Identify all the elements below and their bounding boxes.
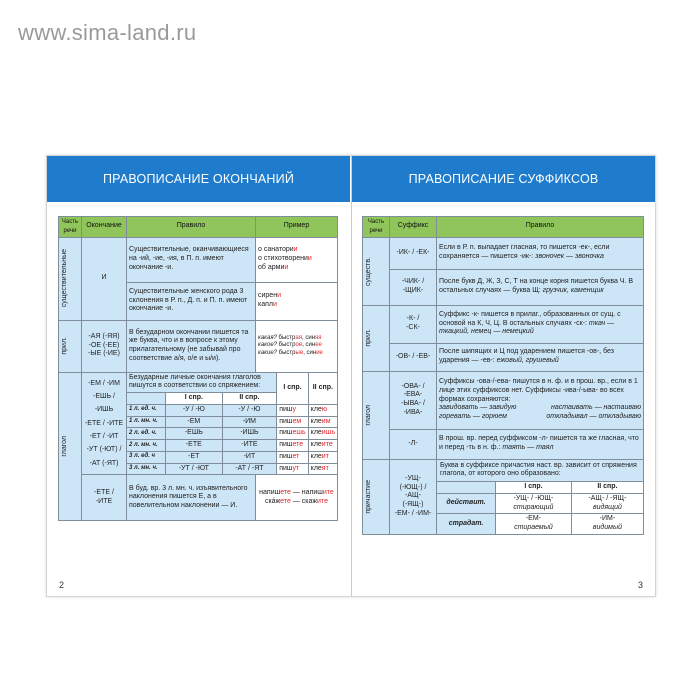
noun-example-2: сирени капли (256, 282, 338, 320)
adj-examples: какая? быстрая, синяя какое? быстрое, синее какие? быстрые, синие (256, 320, 338, 372)
noun-suffix-1: -ИК- / -ЕК- (390, 237, 437, 269)
header-example: Пример (256, 217, 338, 238)
left-page-number: 2 (59, 580, 65, 590)
verb-rule-1: Суффиксы -ова-/-ева- пишутся в н. ф. и в прош. вр., если в 1 лице этих суффиксов нет. Суффиксы -ива-/-ыва- во всех формах сохраняются: завидовать — завидую настаивать — настаиваю горевать — горюем откладывал — откладываю (437, 371, 644, 429)
verb-example-2: напишете — напишите скáжете — скажите (256, 475, 338, 521)
conjugation-table (127, 373, 337, 475)
header-pos: Часть речи (363, 217, 390, 238)
noun-rule-1: Существительные, оканчивающиеся на -ий, -ие, -ия, в П. п. имеют окончание -и. (127, 237, 256, 282)
verb-pos: глагол (365, 404, 372, 426)
adj-suffix-2: -ОВ- / -ЕВ- (390, 343, 437, 371)
verb-pos: глагол (61, 436, 68, 457)
adj-rule-1: Суффикс -к- пишется в прилаг., образованных от сущ. с основой на К, Ч, Ц. В остальных случаях -ск-: ткач — ткацкий, немец — немецкий (437, 305, 644, 343)
adj-rule: В безударном окончании пишется та же буква, что и в вопросе к этому прилагательному (не забывай про соответствие а/я, о/е и ы/и). (127, 320, 256, 372)
noun-rule-1: Если в Р. п. выпадает гласная, то пишется -ек-, если сохраняется — пишется -ик-: звоночек — звоночка (437, 237, 644, 269)
adj-suffix-1: -К- / -СК- (390, 305, 437, 343)
left-page (47, 156, 350, 596)
header-suffix: Суффикс (390, 217, 437, 238)
noun-ending: И (82, 237, 127, 320)
verb-pos-cell (363, 371, 390, 459)
noun-suffix-2: -ЧИК- / -ЩИК- (390, 269, 437, 305)
noun-example-1: о санатории о стихотворении об армии (256, 237, 338, 282)
header-rule: Правило (127, 217, 256, 238)
book-spread (46, 155, 656, 597)
header-ending: Окончание (82, 217, 127, 238)
conj2-header: II спр. (222, 393, 277, 405)
example-conj2-header: II спр. (308, 373, 337, 405)
noun-pos-cell (363, 237, 390, 305)
header-pos: Часть речи (59, 217, 82, 238)
participle-pos: причастие (365, 479, 372, 514)
adj-pos-cell (363, 305, 390, 371)
noun-pos: существ. (365, 256, 372, 286)
endings-table (58, 216, 338, 521)
verb-rule-2: В прош. вр. перед суффиксом -л- пишется та же гласная, что и перед -ть в н. ф.: таять — таял (437, 429, 644, 459)
conj-row: 1 л. мн. ч. -ЕМ -ИМ пишем клеим (127, 416, 337, 428)
right-page-number: 3 (637, 580, 643, 590)
left-page-title: ПРАВОПИСАНИЕ ОКОНЧАНИЙ (47, 156, 350, 202)
conj-row: 3 л. мн. ч. -УТ / -ЮТ -АТ / -ЯТ пишут клеят (127, 463, 337, 474)
participle-table: I спр. II спр. действит. -УЩ- / -ЮЩ- стирающий -АЩ- / -ЯЩ- видящий страдат. -ЕМ- стираемый -ИМ- видимый (437, 481, 643, 534)
adj-pos: прил. (365, 329, 372, 347)
verb-suffix-2: -Л- (390, 429, 437, 459)
verb-rule-2: В буд. вр. 3 л. мн. ч. изъявительного наклонения пишется Е, а в повелительном наклонении — И. (127, 475, 256, 521)
conj-row: 1 л. ед. ч. -У / -Ю -У / -Ю пишу клею (127, 404, 337, 416)
right-page (351, 156, 655, 596)
right-page-title: ПРАВОПИСАНИЕ СУФФИКСОВ (352, 156, 655, 202)
verb-pos-cell (59, 372, 82, 521)
example-conj1-header: I спр. (277, 373, 308, 405)
verb-suffix-1: -ОВА- / -ЕВА- -ЫВА- / -ИВА- (390, 371, 437, 429)
verb-ending-2: -ЕТЕ / -ИТЕ (82, 475, 127, 521)
verb-rule: Безударные личные окончания глаголов пишутся в соответствии со спряжением: (127, 373, 277, 393)
adj-rule-2: После шипящих и Ц под ударением пишется -ов-, без ударения — -ев-: ежовый, грушевый (437, 343, 644, 371)
suffixes-table (362, 216, 644, 535)
verb-endings: -ЕМ / -ИМ -ЕШЬ / -ИШЬ -ЕТЕ / -ИТЕ -ЕТ / -ИТ -УТ (-ЮТ) / -АТ (-ЯТ) (82, 372, 127, 475)
noun-rule-2: После букв Д, Ж, З, С, Т на конце корня пишется буква Ч. В остальных случаях — буква Щ: грузчик, каменщик (437, 269, 644, 305)
adj-pos: прил. (61, 337, 68, 355)
header-rule: Правило (437, 217, 644, 238)
adj-pos-cell (59, 320, 82, 372)
watermark: www.sima-land.ru (18, 20, 197, 45)
noun-pos: существительные (61, 249, 68, 308)
participle-pos-cell (363, 459, 390, 534)
participle-suffixes: -УЩ- (-ЮЩ-) / -АЩ- (-ЯЩ-) -ЕМ- / -ИМ- (390, 459, 437, 534)
participle-rule-cell (437, 459, 644, 534)
noun-pos-cell (59, 237, 82, 320)
conj-row: 3 л. ед. ч -ЕТ -ИТ пишет клеит (127, 451, 337, 463)
verb-rule-cell (127, 372, 338, 475)
participle-rule: Буква в суффиксе причастия наст. вр. зависит от спряжения глагола, от которого оно образовано: (440, 461, 637, 478)
noun-rule-2: Существительные женского рода 3 склонения в Р. п., Д. п. и П. п. имеют окончание -и. (127, 282, 256, 320)
conj-row: 2 л. мн. ч. -ЕТЕ -ИТЕ пишете клеите (127, 440, 337, 452)
adj-endings: -АЯ (-ЯЯ) -ОЕ (-ЕЕ) -ЫЕ (-ИЕ) (82, 320, 127, 372)
conj1-header: I спр. (166, 393, 223, 405)
conj-row: 2 л. ед. ч. -ЕШЬ -ИШЬ пишешь клеишь (127, 428, 337, 440)
